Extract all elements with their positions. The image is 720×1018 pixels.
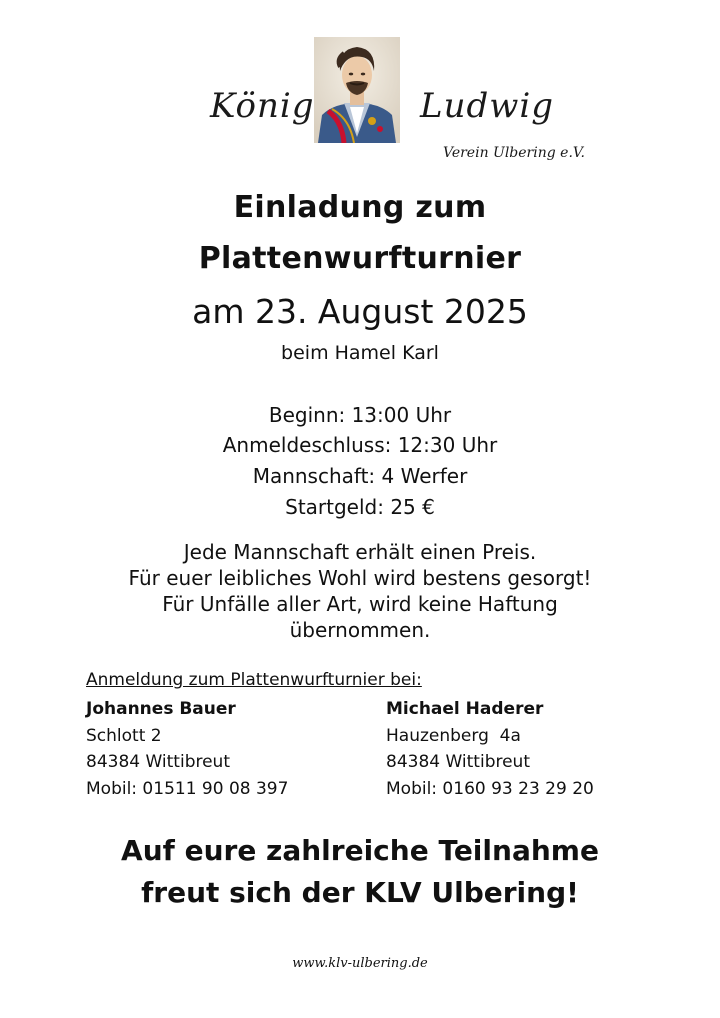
contact-left — [86, 696, 288, 802]
contact-street: Schlott 2 — [86, 725, 162, 746]
title-line-2: Plattenwurfturnier — [198, 241, 522, 276]
info-entry-fee: Startgeld: 25 € — [285, 495, 435, 519]
contact-mobile: Mobil: 0160 93 23 29 20 — [386, 778, 594, 799]
info-team: Mannschaft: 4 Werfer — [252, 464, 468, 488]
closing-line-1: Auf eure zahlreiche Teilnahme — [121, 834, 599, 867]
logo-subtitle: Verein Ulbering e.V. — [443, 145, 586, 161]
contact-name: Johannes Bauer — [86, 699, 236, 719]
info-registration-deadline: Anmeldeschluss: 12:30 Uhr — [222, 433, 498, 457]
note-catering: Für euer leibliches Wohl wird bestens gesorgt! — [128, 566, 592, 590]
website-link[interactable]: www.klv-ulbering.de — [292, 956, 428, 971]
info-start: Beginn: 13:00 Uhr — [268, 403, 452, 427]
contact-city: 84384 Wittibreut — [386, 752, 531, 772]
note-liability-cont: übernommen. — [289, 618, 431, 642]
contact-street: Hauzenberg 4a — [386, 725, 521, 746]
title-line-1: Einladung zum — [233, 190, 487, 225]
registration-heading: Anmeldung zum Plattenwurfturnier bei: — [86, 670, 422, 690]
contact-right — [386, 696, 594, 802]
note-liability: Für Unfälle aller Art, wird keine Haftung — [162, 592, 558, 616]
closing-line-2: freut sich der KLV Ulbering! — [141, 876, 579, 909]
portrait-image — [314, 37, 400, 143]
event-date: am 23. August 2025 — [192, 292, 528, 331]
logo-text-left: König — [210, 86, 315, 126]
logo-text-right: Ludwig — [420, 86, 554, 126]
contact-city: 84384 Wittibreut — [86, 752, 231, 772]
contact-name: Michael Haderer — [386, 699, 544, 719]
king-ludwig-portrait — [314, 37, 400, 143]
event-place: beim Hamel Karl — [281, 342, 439, 364]
contact-mobile: Mobil: 01511 90 08 397 — [86, 778, 289, 799]
note-prize: Jede Mannschaft erhält einen Preis. — [183, 540, 537, 564]
